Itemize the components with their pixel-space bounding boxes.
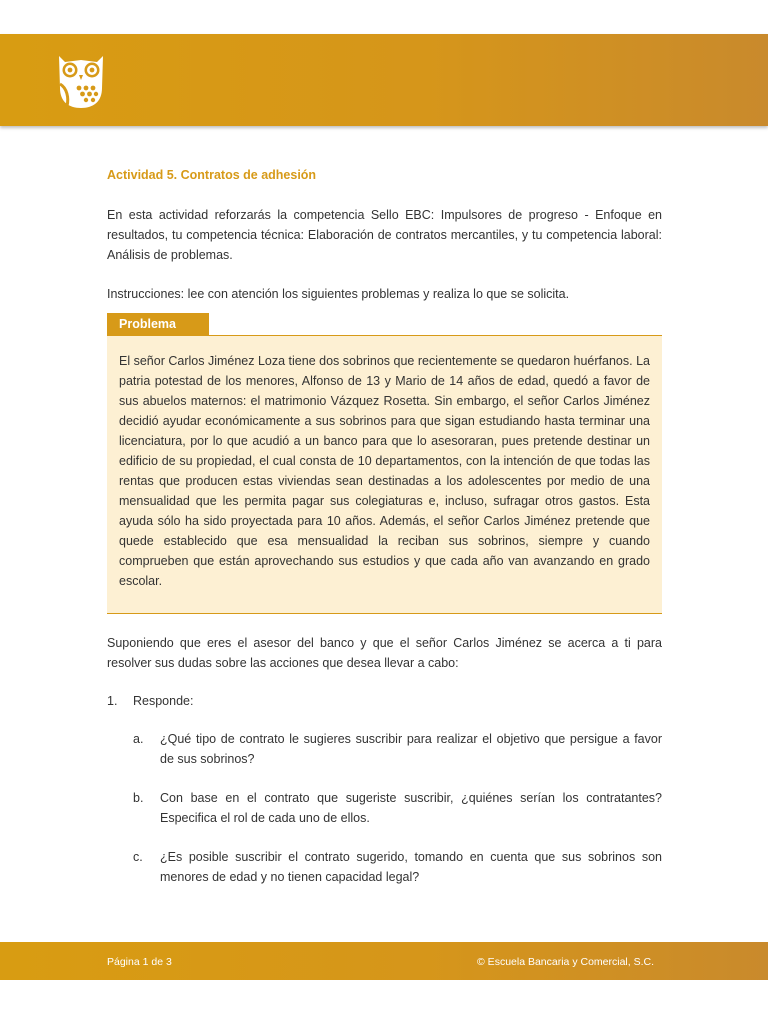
instructions-paragraph: Instrucciones: lee con atención los siguientes problemas y realiza lo que se solicita. [107, 287, 570, 301]
question-label: Responde: [133, 694, 194, 708]
page-footer [0, 942, 768, 980]
scenario-paragraph: Suponiendo que eres el asesor del banco y que el señor Carlos Jiménez se acerca a ti para resolver sus dudas sobre las acciones que desea llevar a cabo: [107, 636, 662, 670]
copyright-text: © Escuela Bancaria y Comercial, S.C. [477, 956, 654, 968]
question-number: 1. [107, 694, 118, 708]
sub-question-text: ¿Qué tipo de contrato le sugieres suscribir para realizar el objetivo que persigue a favor de sus sobrinos? [160, 732, 662, 766]
problem-text: El señor Carlos Jiménez Loza tiene dos sobrinos que recientemente se quedaron huérfanos. La patria potestad de los menores, Alfonso de 13 y Mario de 14 años de edad, quedó a favor de sus abuelos maternos: el matrimonio Vázquez Rosetta. Sin embargo, el señor Carlos Jiménez decidió ayudar económicamente a sus sobrinos para que sigan estudiando hasta terminar una licenciatura, por lo que acudió a un banco para que lo asesoraran, pues pretende destinar un edificio de su propiedad, el cual consta de 10 departamentos, con la intención de que todas las rentas que producen estas viviendas sean destinadas a los adolescentes por medio de una mensualidad que les permita pagar sus colegiaturas e, incluso, sufragar otros gastos. Esta ayuda sólo ha sido proyectada para 10 años. Además, el señor Carlos Jiménez pretende que quede establecido que esa mensualidad la reciban sus sobrinos, siempre y cuando comprueben que están aprovechando sus estudios y que cada año van avanzando en grado escolar. [119, 354, 650, 588]
question-heading [107, 691, 662, 711]
sub-question-text: Con base en el contrato que sugeriste suscribir, ¿quiénes serían los contratantes? Especifica el rol de cada uno de ellos. [160, 791, 662, 825]
list-item [133, 788, 662, 828]
problem-box [107, 335, 662, 614]
sub-question-letter: b. [133, 791, 144, 805]
sub-question-letter: c. [133, 850, 143, 864]
owl-logo-icon [55, 50, 107, 110]
page-number: Página 1 de 3 [107, 956, 172, 968]
list-item [133, 729, 662, 769]
activity-title: Actividad 5. Contratos de adhesión [107, 168, 317, 182]
sub-question-letter: a. [133, 732, 144, 746]
intro-paragraph: En esta actividad reforzarás la competencia Sello EBC: Impulsores de progreso - Enfoque en resultados, tu competencia técnica: Elaboración de contratos mercantiles, y tu competencia laboral: Análisis de problemas. [107, 208, 662, 262]
sub-question-list [107, 729, 662, 887]
sub-question-text: ¿Es posible suscribir el contrato sugerido, tomando en cuenta que sus sobrinos son menores de edad y no tienen capacidad legal? [160, 850, 662, 884]
document-body [107, 160, 662, 906]
list-item [133, 847, 662, 887]
problem-label: Problema [107, 313, 209, 335]
page-header [0, 34, 768, 126]
